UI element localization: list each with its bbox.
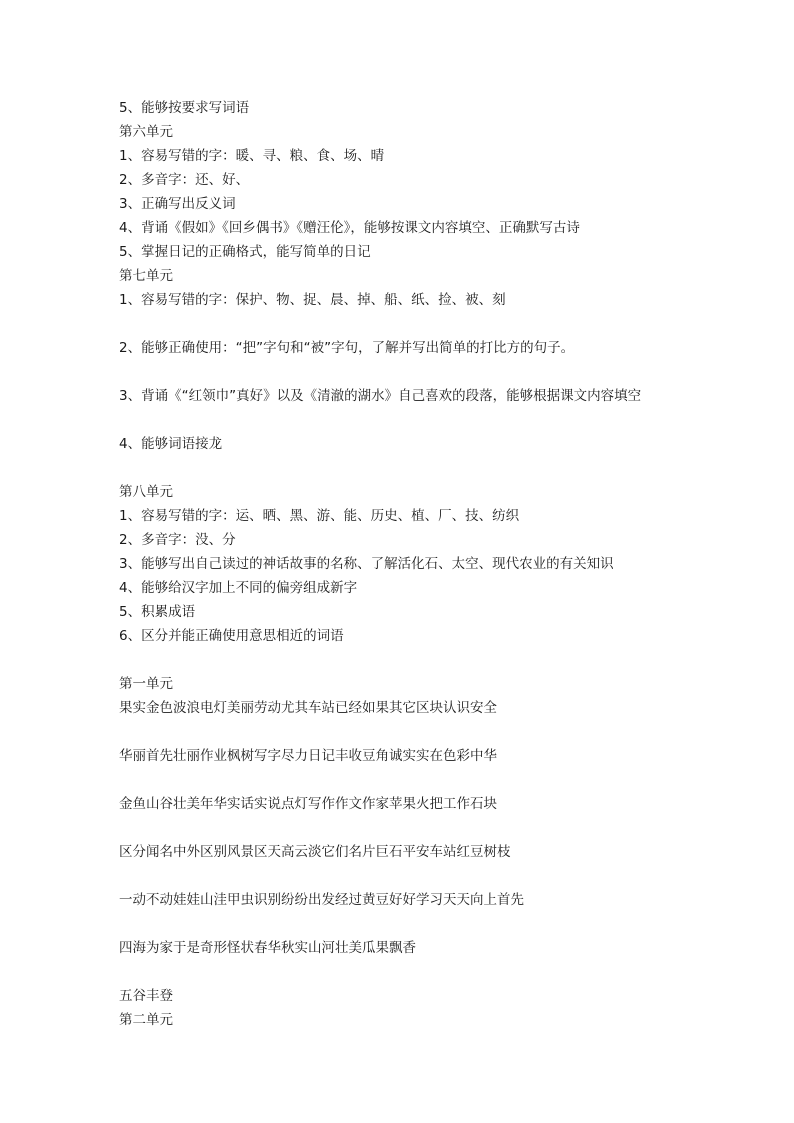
section-heading: 第八单元 [119,484,173,500]
word-list-line: 金鱼山谷壮美年华实话实说点灯写作作文作家苹果火把工作石块 [119,796,497,812]
text-line: 1、容易写错的字：保护、物、捉、晨、掉、船、纸、捡、被、刻 [119,292,506,308]
text-line: 2、多音字：还、好、 [119,172,250,188]
blank-line [119,816,719,840]
blank-line [119,720,719,744]
blank-line [119,648,719,672]
text-line: 6、区分并能正确使用意思相近的词语 [119,628,344,644]
word-list-line: 五谷丰登 [119,988,173,1004]
text-line: 1、容易写错的字：运、晒、黑、游、能、历史、植、厂、技、纺织 [119,508,520,524]
text-line: 5、掌握日记的正确格式，能写简单的日记 [119,244,371,260]
section-heading: 第六单元 [119,124,173,140]
text-line: 3、能够写出自己读过的神话故事的名称、了解活化石、太空、现代农业的有关知识 [119,556,614,572]
text-line: 3、正确写出反义词 [119,196,236,212]
document-body [119,96,719,1032]
text-line: 4、能够给汉字加上不同的偏旁组成新字 [119,580,358,596]
word-list-line: 华丽首先壮丽作业枫树写字尽力日记丰收豆角诚实实在色彩中华 [119,748,497,764]
text-line: 2、能够正确使用：“把”字句和“被”字句，了解并写出简单的打比方的句子。 [119,340,575,356]
text-line: 4、能够词语接龙 [119,436,223,452]
word-list-line: 四海为家于是奇形怪状春华秋实山河壮美瓜果飘香 [119,940,416,956]
text-line: 1、容易写错的字：暖、寻、粮、食、场、晴 [119,148,385,164]
word-list-line: 果实金色波浪电灯美丽劳动尤其车站已经如果其它区块认识安全 [119,700,497,716]
word-list-line: 一动不动娃娃山洼甲虫识别纷纷出发经过黄豆好好学习天天向上首先 [119,892,524,908]
section-heading: 第一单元 [119,676,173,692]
blank-line [119,408,719,432]
blank-line [119,768,719,792]
text-line: 5、能够按要求写词语 [119,100,250,116]
word-list-line: 区分闻名中外区别风景区天高云淡它们名片巨石平安车站红豆树枝 [119,844,511,860]
text-line: 3、背诵《“红领巾”真好》以及《清澈的湖水》自己喜欢的段落，能够根据课文内容填空 [119,388,642,404]
blank-line [119,960,719,984]
blank-line [119,360,719,384]
text-line: 4、背诵《假如》《回乡偶书》《赠汪伦》，能够按课文内容填空、正确默写古诗 [119,220,580,236]
blank-line [119,456,719,480]
text-line: 2、多音字：没、分 [119,532,236,548]
blank-line [119,912,719,936]
blank-line [119,864,719,888]
section-heading: 第二单元 [119,1012,173,1028]
text-line: 5、积累成语 [119,604,196,620]
blank-line [119,312,719,336]
section-heading: 第七单元 [119,268,173,284]
